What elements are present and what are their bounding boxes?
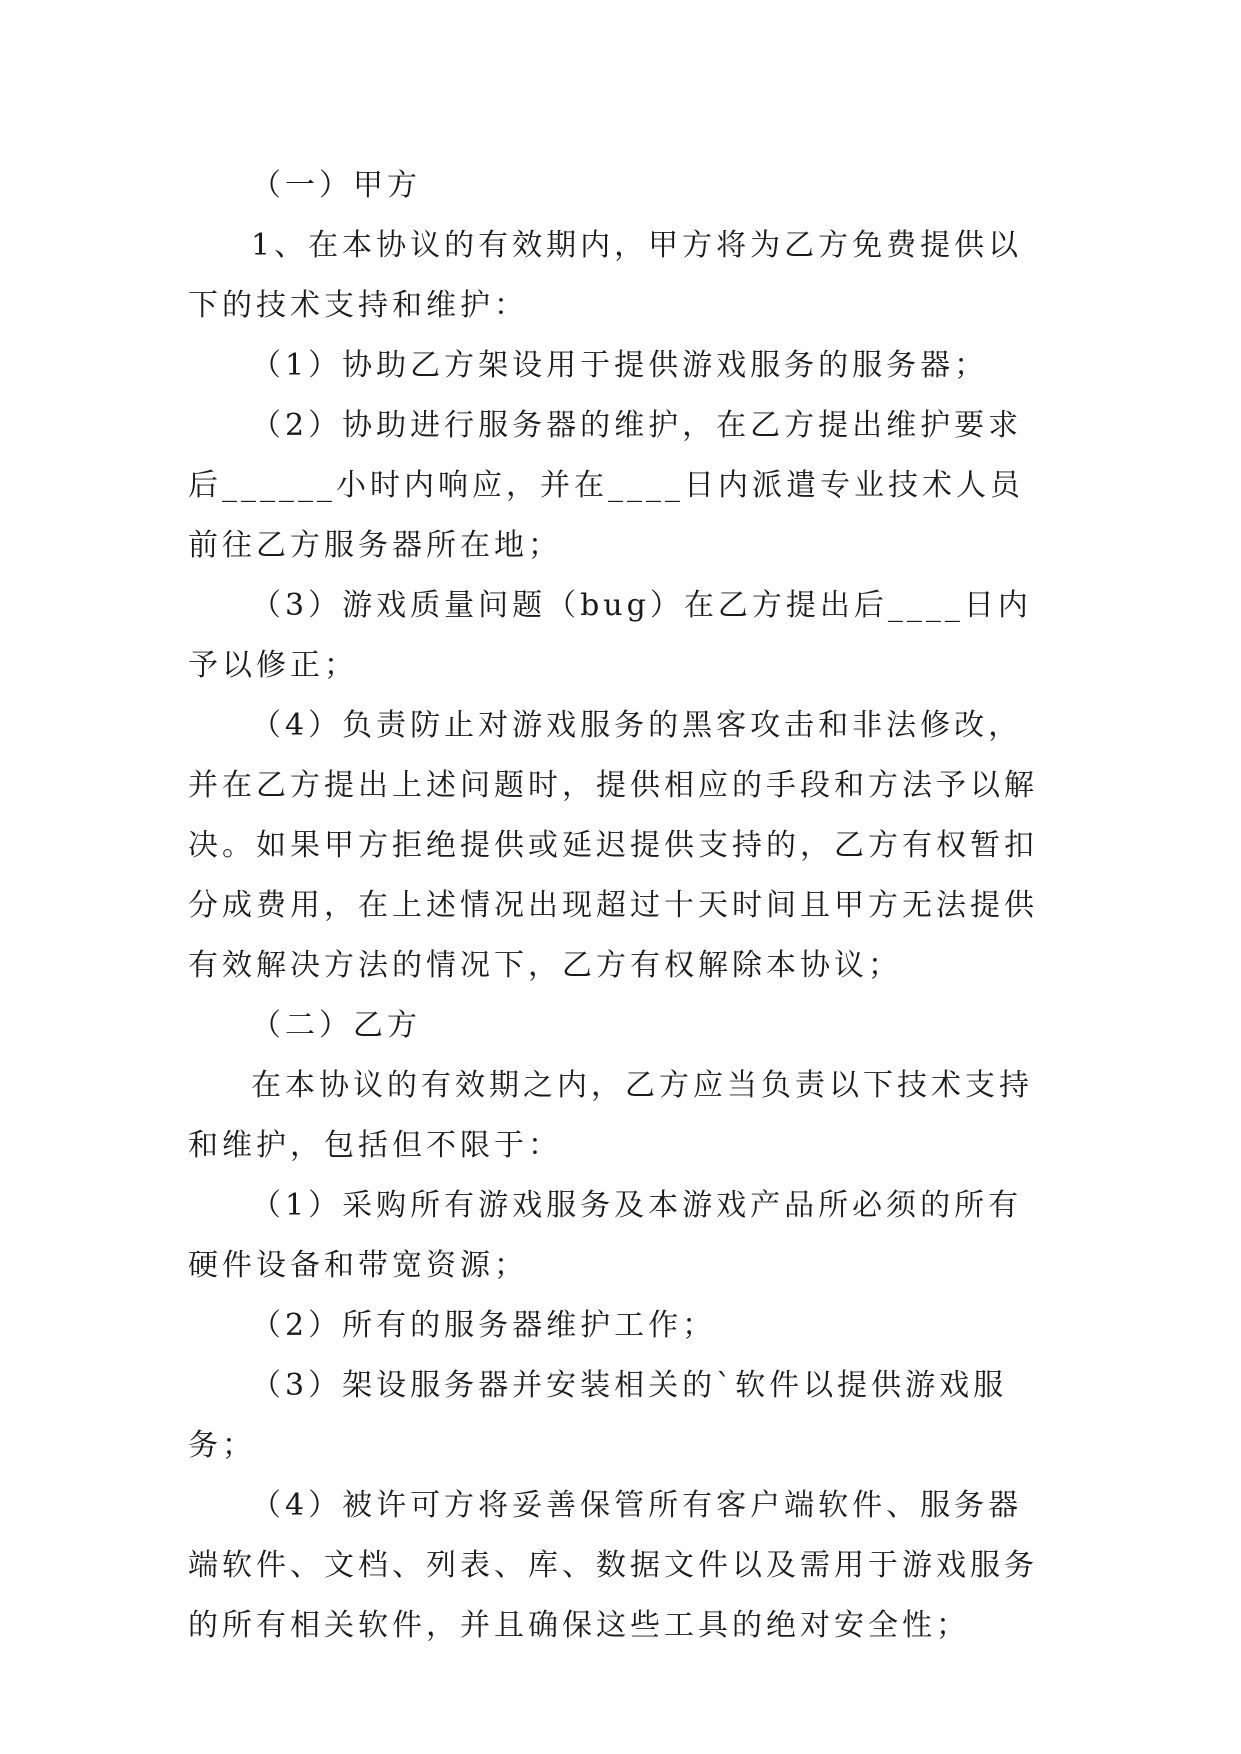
paragraph-item-a3: （3）游戏质量问题（bug）在乙方提出后____日内予以修正； [188,588,1032,683]
paragraph-party-b-intro: 在本协议的有效期之内，乙方应当负责以下技术支持和维护，包括但不限于： [188,1068,1033,1163]
paragraph-item-a1: （1）协助乙方架设用于提供游戏服务的服务器； [251,348,989,383]
document-body [188,156,1053,1656]
paragraph-item-b4: （4）被许可方将妥善保管所有客户端软件、服务器端软件、文档、列表、库、数据文件以及需用于游戏服务的所有相关软件，并且确保这些工具的绝对安全性； [188,1488,1038,1643]
section-heading-party-b: （二）乙方 [251,1008,421,1043]
section-heading-party-a: （一）甲方 [251,168,421,203]
paragraph-item-b1: （1）采购所有游戏服务及本游戏产品所必须的所有硬件设备和带宽资源； [188,1188,1023,1283]
paragraph-item-b3: （3）架设服务器并安装相关的`软件以提供游戏服务； [188,1368,1008,1463]
paragraph-item-a2: （2）协助进行服务器的维护，在乙方提出维护要求后______小时内响应，并在____日内派遣专业技术人员前往乙方服务器所在地； [188,408,1024,563]
paragraph-item-b2: （2）所有的服务器维护工作； [251,1308,717,1343]
paragraph-clause-1: 1、在本协议的有效期内，甲方将为乙方免费提供以下的技术支持和维护： [188,228,1023,323]
paragraph-item-a4: （4）负责防止对游戏服务的黑客攻击和非法修改，并在乙方提出上述问题时，提供相应的手段和方法予以解决。如果甲方拒绝提供或延迟提供支持的，乙方有权暂扣分成费用，在上述情况出现超过十天时间且甲方无法提供有效解决方法的情况下，乙方有权解除本协议； [188,708,1038,983]
